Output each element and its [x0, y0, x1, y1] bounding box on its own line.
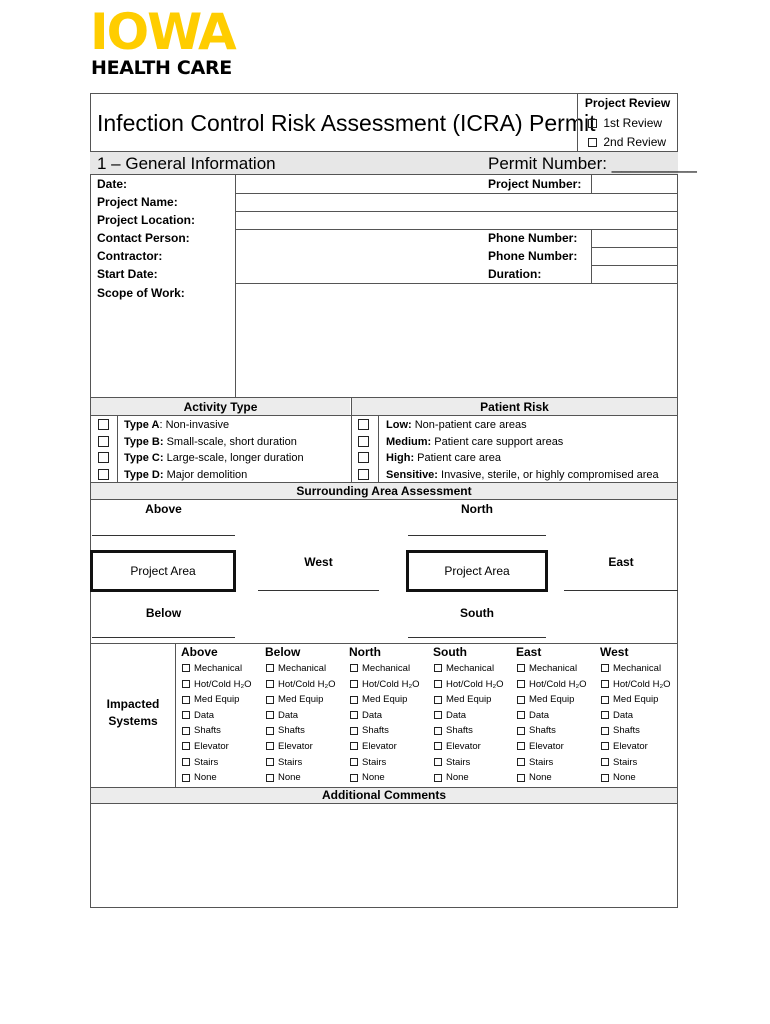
impacted-option-checkbox[interactable] — [434, 774, 442, 782]
impacted-option-checkbox[interactable] — [182, 711, 190, 719]
impacted-column-east: East — [516, 645, 542, 659]
logo-health-care-text: HEALTH CARE — [91, 57, 232, 79]
impacted-option-label: Elevator — [446, 741, 481, 752]
impacted-option[interactable] — [350, 661, 410, 676]
impacted-option-label: Shafts — [362, 725, 389, 737]
impacted-option-checkbox[interactable] — [266, 742, 274, 750]
impacted-option-label: Mechanical — [446, 663, 495, 674]
west-label: West — [304, 555, 333, 569]
scope-of-work-field[interactable] — [236, 284, 677, 396]
patient-risk-heading: Patient Risk — [480, 400, 549, 414]
contact-person-label: Contact Person: — [97, 231, 190, 245]
impacted-option-label: Hot/Cold H₂O — [613, 678, 671, 690]
impacted-option-checkbox[interactable] — [266, 758, 274, 766]
activity-type-checkbox[interactable] — [98, 436, 109, 447]
impacted-option[interactable] — [517, 708, 549, 723]
impacted-option-checkbox[interactable] — [182, 774, 190, 782]
checkbox-column-divider — [117, 415, 118, 482]
date-field[interactable] — [236, 176, 483, 193]
impacted-option[interactable] — [266, 692, 323, 707]
impacted-column-north: North — [349, 645, 381, 659]
impacted-option-checkbox[interactable] — [601, 696, 609, 704]
impacted-option-label: Shafts — [194, 725, 221, 737]
impacted-option[interactable] — [434, 770, 469, 785]
impacted-option-checkbox[interactable] — [266, 696, 274, 704]
impacted-option[interactable] — [350, 755, 386, 770]
impacted-option-checkbox[interactable] — [182, 758, 190, 766]
form-title: Infection Control Risk Assessment (ICRA) Permit — [97, 110, 596, 136]
impacted-option[interactable] — [182, 661, 242, 676]
duration-label: Duration: — [488, 267, 542, 281]
duration-field[interactable] — [592, 266, 677, 283]
project-area-label: Project Area — [130, 564, 196, 578]
activity-type-option — [124, 434, 297, 450]
impacted-option-label: Shafts — [529, 725, 556, 737]
activity-type-option-description: Small-scale, short duration — [163, 435, 297, 448]
impacted-option[interactable] — [266, 708, 298, 723]
contact-person-field[interactable] — [236, 230, 483, 247]
patient-risk-option-description: Patient care support areas — [431, 435, 564, 448]
impacted-option-label: Data — [446, 709, 467, 721]
additional-comments-heading: Additional Comments — [321, 788, 446, 802]
impacted-option-checkbox[interactable] — [517, 711, 525, 719]
impacted-option[interactable] — [350, 723, 389, 738]
additional-comments-field[interactable] — [91, 804, 677, 907]
impacted-option-checkbox[interactable] — [266, 664, 274, 672]
impacted-option-checkbox[interactable] — [601, 727, 609, 735]
impacted-option-label: Med Equip — [613, 694, 659, 706]
impacted-option-label: Hot/Cold H₂O — [194, 678, 252, 690]
impacted-option[interactable] — [266, 661, 326, 676]
impacted-option[interactable] — [601, 661, 661, 676]
impacted-option-label: Stairs — [362, 756, 387, 768]
impacted-option-label: Data — [613, 709, 634, 721]
impacted-option[interactable] — [266, 770, 301, 785]
activity-type-option-name: Type B: — [124, 435, 164, 448]
below-line[interactable] — [92, 637, 235, 638]
impacted-option-label: Med Equip — [529, 694, 575, 706]
impacted-option-label: Stairs — [278, 756, 303, 768]
impacted-option-checkbox[interactable] — [182, 680, 190, 688]
impacted-option-checkbox[interactable] — [434, 664, 442, 672]
patient-risk-option — [386, 417, 527, 433]
project-area-label: Project Area — [444, 564, 510, 578]
impacted-option[interactable] — [182, 739, 229, 754]
impacted-option[interactable] — [517, 677, 587, 692]
south-label: South — [460, 606, 494, 620]
impacted-option-label: Data — [194, 709, 215, 721]
patient-risk-option-description: Patient care area — [414, 452, 501, 464]
impacted-option-checkbox[interactable] — [601, 774, 609, 782]
impacted-option[interactable] — [601, 692, 658, 707]
impacted-option[interactable] — [517, 770, 552, 785]
impacted-option[interactable] — [517, 723, 556, 738]
impacted-option-checkbox[interactable] — [434, 711, 442, 719]
impacted-option-checkbox[interactable] — [601, 711, 609, 719]
impacted-option-label: None — [613, 772, 636, 784]
patient-risk-checkbox[interactable] — [358, 452, 369, 463]
first-review-label: 1st Review — [603, 116, 663, 130]
patient-risk-option-name: Low: — [386, 419, 412, 431]
activity-type-option-description: Large-scale, longer duration — [163, 452, 304, 464]
activity-type-option — [124, 467, 247, 483]
impacted-option[interactable] — [182, 708, 214, 723]
impacted-option-checkbox[interactable] — [517, 680, 525, 688]
above-label: Above — [145, 502, 182, 516]
impacted-option[interactable] — [601, 708, 633, 723]
impacted-option[interactable] — [434, 755, 470, 770]
impacted-option-label: None — [362, 772, 385, 784]
impacted-option[interactable] — [350, 739, 397, 754]
impacted-option[interactable] — [434, 723, 473, 738]
patient-risk-option-name: Medium: — [386, 435, 432, 448]
impacted-column-west: West — [600, 645, 629, 659]
impacted-option-label: Med Equip — [278, 694, 324, 706]
impacted-option-checkbox[interactable] — [350, 742, 358, 750]
impacted-column-above: Above — [181, 645, 218, 659]
impacted-option-label: Hot/Cold H₂O — [446, 678, 504, 690]
checkbox-column-divider — [378, 415, 379, 482]
impacted-option-label: Stairs — [446, 756, 471, 768]
impacted-option-checkbox[interactable] — [601, 742, 609, 750]
impacted-label-divider — [175, 643, 176, 787]
impacted-option-checkbox[interactable] — [434, 742, 442, 750]
date-label: Date: — [97, 177, 128, 191]
patient-risk-option-description: Non-patient care areas — [411, 419, 527, 431]
impacted-option[interactable] — [517, 692, 574, 707]
patient-risk-checkbox[interactable] — [358, 419, 369, 430]
impacted-option-label: None — [446, 772, 469, 784]
impacted-option-checkbox[interactable] — [434, 696, 442, 704]
impacted-option[interactable] — [266, 739, 313, 754]
impacted-option-label: Hot/Cold H₂O — [529, 678, 587, 690]
impacted-option-label: None — [529, 772, 552, 784]
north-label: North — [461, 502, 493, 516]
project-area-box-left — [90, 550, 236, 592]
activity-type-heading: Activity Type — [183, 400, 258, 414]
impacted-option-label: Data — [278, 709, 299, 721]
impacted-option[interactable] — [601, 677, 671, 692]
second-review-checkbox[interactable] — [588, 138, 597, 147]
phone-number-label: Phone Number: — [488, 231, 578, 245]
impacted-option-checkbox[interactable] — [517, 758, 525, 766]
impacted-option-label: Stairs — [529, 756, 554, 768]
patient-risk-option-name: Sensitive: — [386, 468, 438, 481]
east-line[interactable] — [564, 590, 678, 591]
impacted-option[interactable] — [601, 739, 648, 754]
impacted-option-label: Med Equip — [446, 694, 492, 706]
permit-number-label: Permit Number: _________ — [488, 154, 697, 173]
impacted-option-checkbox[interactable] — [350, 758, 358, 766]
impacted-option-label: Mechanical — [194, 663, 243, 674]
impacted-option[interactable] — [182, 677, 252, 692]
impacted-option-checkbox[interactable] — [517, 664, 525, 672]
project-area-box-right — [406, 550, 548, 592]
impacted-option[interactable] — [517, 755, 553, 770]
activity-type-option — [124, 450, 304, 466]
second-review-label: 2nd Review — [603, 135, 667, 149]
impacted-option[interactable] — [182, 692, 239, 707]
activity-type-option-description: Major demolition — [163, 468, 248, 481]
impacted-option-label: Data — [529, 709, 550, 721]
patient-risk-option-name: High: — [386, 452, 415, 464]
impacted-option[interactable] — [601, 770, 636, 785]
contractor-phone-field[interactable] — [592, 248, 677, 265]
impacted-column-south: South — [433, 645, 467, 659]
impacted-option-label: Elevator — [613, 741, 648, 752]
project-review-heading: Project Review — [584, 96, 671, 110]
impacted-option-label: Elevator — [278, 741, 313, 752]
impacted-option-label: Shafts — [278, 725, 305, 737]
impacted-option-label: Mechanical — [613, 663, 662, 674]
impacted-option[interactable] — [182, 755, 218, 770]
above-line[interactable] — [92, 535, 235, 536]
impacted-option[interactable] — [266, 755, 302, 770]
project-location-field[interactable] — [236, 212, 677, 229]
impacted-option[interactable] — [434, 739, 481, 754]
impacted-option-label: Med Equip — [194, 694, 240, 706]
activity-type-option — [124, 417, 229, 433]
east-label: East — [608, 555, 634, 569]
impacted-option-checkbox[interactable] — [350, 727, 358, 735]
impacted-option-checkbox[interactable] — [434, 758, 442, 766]
impacted-option[interactable] — [601, 723, 640, 738]
patient-risk-option — [386, 434, 563, 450]
contractor-label: Contractor: — [97, 249, 163, 263]
impacted-option-label: Elevator — [529, 741, 564, 752]
impacted-option[interactable] — [350, 708, 382, 723]
impacted-option-checkbox[interactable] — [182, 664, 190, 672]
impacted-option[interactable] — [266, 723, 305, 738]
impacted-option-checkbox[interactable] — [601, 664, 609, 672]
south-line[interactable] — [408, 637, 546, 638]
logo-iowa-text: IOWA — [90, 3, 235, 61]
impacted-option-checkbox[interactable] — [517, 696, 525, 704]
patient-risk-checkbox[interactable] — [358, 469, 369, 480]
project-location-label: Project Location: — [97, 213, 196, 227]
phone-number-field[interactable] — [592, 230, 677, 247]
impacted-option-label: Stairs — [194, 756, 219, 768]
activity-type-option-description: : Non-invasive — [159, 419, 230, 431]
project-name-label: Project Name: — [97, 195, 178, 209]
patient-risk-checkbox[interactable] — [358, 436, 369, 447]
impacted-option-checkbox[interactable] — [601, 758, 609, 766]
impacted-option-label: Elevator — [194, 741, 229, 752]
impacted-option[interactable] — [601, 755, 637, 770]
impacted-option[interactable] — [182, 770, 217, 785]
systems-label: Systems — [108, 714, 158, 728]
impacted-option-checkbox[interactable] — [350, 711, 358, 719]
impacted-option-checkbox[interactable] — [434, 680, 442, 688]
north-line[interactable] — [408, 535, 546, 536]
patient-risk-option — [386, 467, 659, 483]
impacted-option[interactable] — [350, 770, 385, 785]
below-label: Below — [145, 606, 182, 620]
first-review-checkbox[interactable] — [588, 119, 597, 128]
impacted-option-checkbox[interactable] — [517, 727, 525, 735]
patient-risk-option — [386, 450, 501, 466]
start-date-field[interactable] — [236, 266, 483, 283]
impacted-option-label: Shafts — [446, 725, 473, 737]
impacted-option-checkbox[interactable] — [182, 742, 190, 750]
activity-type-option-name: Type D: — [124, 468, 164, 481]
impacted-option-label: None — [278, 772, 301, 784]
impacted-option-label: Hot/Cold H₂O — [278, 678, 336, 690]
activity-type-checkbox[interactable] — [98, 452, 109, 463]
impacted-option-label: Elevator — [362, 741, 397, 752]
project-number-label: Project Number: — [488, 177, 582, 191]
impacted-option-checkbox[interactable] — [434, 727, 442, 735]
impacted-option-label: Stairs — [613, 756, 638, 768]
impacted-option-checkbox[interactable] — [517, 774, 525, 782]
impacted-option[interactable] — [434, 677, 504, 692]
first-review-option[interactable] — [588, 116, 662, 131]
phone-number-label: Phone Number: — [488, 249, 578, 263]
surrounding-heading: Surrounding Area Assessment — [296, 484, 472, 498]
patient-risk-option-description: Invasive, sterile, or highly compromised area — [437, 468, 659, 481]
impacted-option-label: None — [194, 772, 217, 784]
impacted-option-label: Hot/Cold H₂O — [362, 678, 420, 690]
project-number-field[interactable] — [592, 176, 677, 193]
contractor-field[interactable] — [236, 248, 483, 265]
impacted-option-checkbox[interactable] — [266, 680, 274, 688]
impacted-option-label: Data — [362, 709, 383, 721]
general-info-heading: 1 – General Information — [97, 154, 276, 173]
impacted-option-checkbox[interactable] — [182, 696, 190, 704]
scope-of-work-label: Scope of Work: — [97, 286, 185, 300]
activity-type-checkbox[interactable] — [98, 469, 109, 480]
impacted-option-checkbox[interactable] — [350, 774, 358, 782]
impacted-option[interactable] — [350, 692, 407, 707]
impacted-option-checkbox[interactable] — [266, 774, 274, 782]
activity-type-checkbox[interactable] — [98, 419, 109, 430]
second-review-option[interactable] — [588, 135, 666, 150]
impacted-option-label: Mechanical — [278, 663, 327, 674]
impacted-label: Impacted — [106, 697, 160, 711]
west-line[interactable] — [258, 590, 379, 591]
impacted-option-checkbox[interactable] — [350, 680, 358, 688]
impacted-option-label: Mechanical — [529, 663, 578, 674]
impacted-option-label: Mechanical — [362, 663, 411, 674]
impacted-option[interactable] — [434, 661, 494, 676]
activity-type-option-name: Type C: — [124, 452, 164, 464]
impacted-option-label: Shafts — [613, 725, 640, 737]
impacted-option[interactable] — [182, 723, 221, 738]
impacted-option[interactable] — [434, 708, 466, 723]
impacted-option-checkbox[interactable] — [266, 711, 274, 719]
project-name-field[interactable] — [236, 194, 677, 211]
impacted-option-checkbox[interactable] — [182, 727, 190, 735]
impacted-option-checkbox[interactable] — [266, 727, 274, 735]
impacted-option-checkbox[interactable] — [350, 696, 358, 704]
section-line — [90, 643, 678, 644]
impacted-option-checkbox[interactable] — [350, 664, 358, 672]
impacted-option[interactable] — [266, 677, 336, 692]
impacted-option[interactable] — [517, 661, 577, 676]
impacted-option[interactable] — [434, 692, 491, 707]
impacted-option[interactable] — [350, 677, 420, 692]
start-date-label: Start Date: — [97, 267, 158, 281]
activity-type-option-name: Type A — [124, 419, 160, 431]
impacted-option-checkbox[interactable] — [601, 680, 609, 688]
impacted-option-label: Med Equip — [362, 694, 408, 706]
impacted-option[interactable] — [517, 739, 564, 754]
impacted-column-below: Below — [265, 645, 301, 659]
impacted-option-checkbox[interactable] — [517, 742, 525, 750]
